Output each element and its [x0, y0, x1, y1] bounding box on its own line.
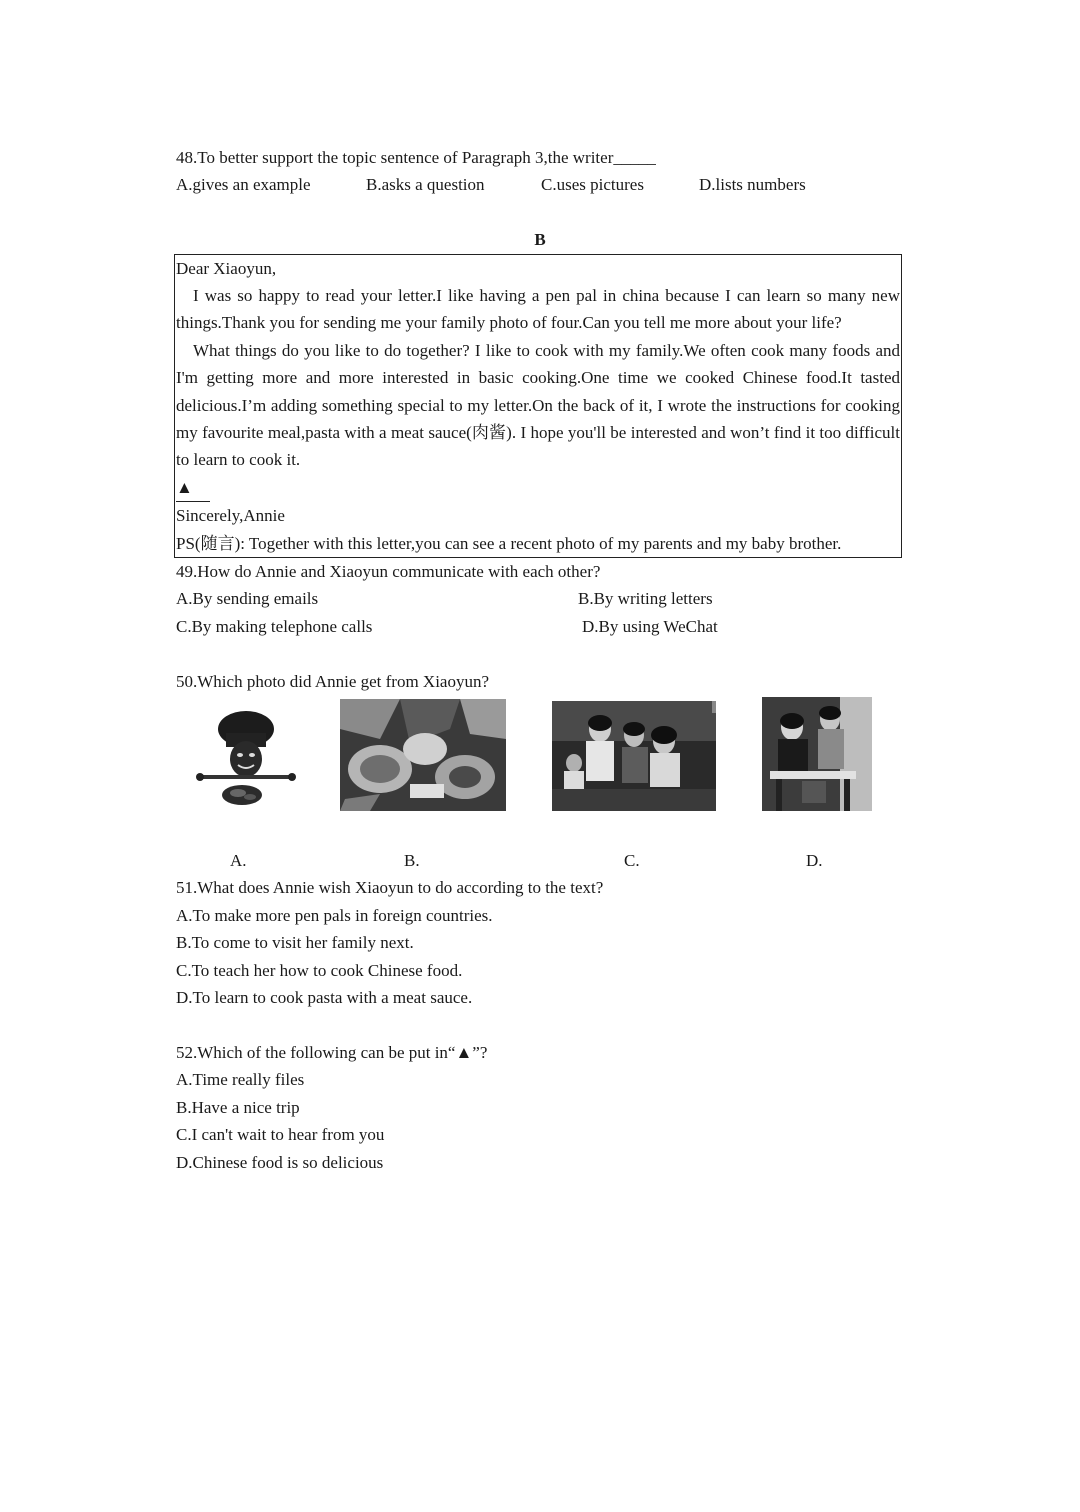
- q52-option-a: A.Time really files: [176, 1070, 305, 1090]
- q51-question: 51.What does Annie wish Xiaoyun to do according to the text?: [176, 878, 604, 898]
- photo-d-table-image: [762, 697, 872, 811]
- q52-question: 52.Which of the following can be put in“▲”?: [176, 1042, 488, 1062]
- letter-closing: Sincerely,Annie: [176, 506, 285, 526]
- letter-paragraph-2: What things do you like to do together? I like to cook with my family.We often cook many foods and I'm getting more and more interested in basic cooking.One time we cooked Chinese food.It tasted delicious.I’m adding something special to my letter.On the back of it, I wrote the instructions for cooking my favourite meal,pasta with a meat sauce(肉酱). I hope you'll be interested and won’t find it too difficult to learn to cook it.: [176, 340, 900, 470]
- q50-photo-labels: [176, 847, 906, 874]
- q51-option-a: A.To make more pen pals in foreign countries.: [176, 905, 493, 925]
- q49-option-a: A.By sending emails: [176, 589, 319, 609]
- q50-photos: [176, 695, 906, 847]
- q49-option-d: D.By using WeChat: [582, 616, 718, 636]
- q49-option-c: C.By making telephone calls: [176, 616, 373, 636]
- q51-option-b: B.To come to visit her family next.: [176, 933, 414, 953]
- q48-option-b: B.asks a question: [366, 175, 485, 195]
- photo-label-d: D.: [806, 851, 823, 871]
- q48-option-d: D.lists numbers: [699, 175, 806, 195]
- photo-label-c: C.: [624, 851, 640, 871]
- photo-label-a: A.: [230, 851, 247, 871]
- section-title: B: [534, 230, 546, 250]
- q50-question: 50.Which photo did Annie get from Xiaoyun?: [176, 671, 490, 691]
- photo-c-family-image: [552, 701, 716, 811]
- letter-greeting: Dear Xiaoyun,: [176, 258, 277, 278]
- photo-label-b: B.: [404, 851, 420, 871]
- q48-option-a: A.gives an example: [176, 175, 311, 195]
- letter-paragraph-1: I was so happy to read your letter.I like having a pen pal in china because I can learn so many new things.Thank you for sending me your family photo of four.Can you tell me more about your life?: [176, 286, 900, 333]
- letter-ps: PS(随言): Together with this letter,you can see a recent photo of my parents and my baby brother.: [176, 533, 842, 553]
- letter-box: [174, 254, 902, 558]
- q52-option-d: D.Chinese food is so delicious: [176, 1152, 384, 1172]
- q51-option-d: D.To learn to cook pasta with a meat sauce.: [176, 988, 473, 1008]
- q52-option-c: C.I can't wait to hear from you: [176, 1125, 385, 1145]
- q49-options-row-1: [176, 585, 906, 612]
- q52-option-b: B.Have a nice trip: [176, 1097, 300, 1117]
- photo-b-food-image: [340, 699, 506, 811]
- exam-page: [176, 144, 906, 1176]
- photo-a-chef-image: [196, 707, 296, 813]
- q49-option-b: B.By writing letters: [578, 589, 713, 609]
- q48-option-c: C.uses pictures: [541, 175, 644, 195]
- q51-option-c: C.To teach her how to cook Chinese food.: [176, 960, 463, 980]
- q48-question: 48.To better support the topic sentence of Paragraph 3,the writer_____: [176, 148, 656, 167]
- q49-options-row-2: [176, 613, 906, 640]
- letter-blank-marker: ▲: [176, 474, 210, 502]
- q49-question: 49.How do Annie and Xiaoyun communicate with each other?: [176, 562, 601, 582]
- q48-options: [176, 171, 906, 198]
